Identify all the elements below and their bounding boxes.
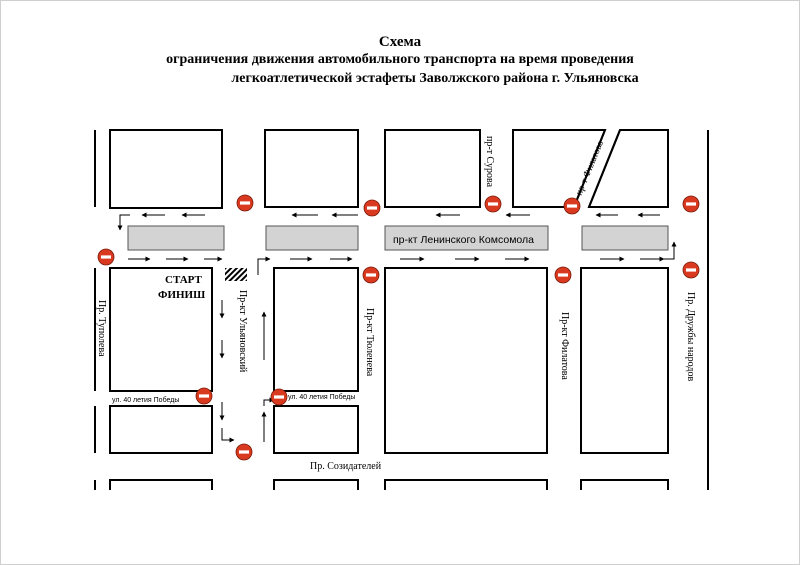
no-entry-sign-icon	[237, 195, 253, 211]
no-entry-sign-icon	[485, 196, 501, 212]
block-mid-3	[385, 268, 547, 453]
block-mid-4	[581, 268, 668, 453]
median-1	[128, 226, 224, 250]
no-entry-sign-icon	[555, 267, 571, 283]
map-subtitle-line1: ограничения движения автомобильного транспорта на время проведения	[166, 52, 634, 67]
street-label-pobedy-left: ул. 40 летия Победы	[112, 397, 180, 404]
block-top-3	[385, 130, 480, 207]
block-bottom-edges	[110, 480, 668, 490]
street-label-ulyanovsky: Пр-кт Ульяновский	[237, 290, 248, 373]
street-label-tupoleva: Пр. Туполева	[96, 300, 107, 357]
block-mid-2	[274, 268, 358, 391]
city-blocks	[95, 130, 708, 490]
street-label-druzhby: Пр. Дружбы народов	[685, 292, 696, 382]
no-entry-sign-icon	[363, 267, 379, 283]
block-top-2	[265, 130, 358, 207]
street-label-filatova-diagonal: пр-т Филатова	[574, 139, 607, 198]
no-entry-sign-icon	[564, 198, 580, 214]
median-2	[266, 226, 358, 250]
street-label-pobedy-right: ул. 40 летия Победы	[288, 394, 356, 401]
no-entry-sign-icon	[236, 444, 252, 460]
block-low-1	[110, 406, 212, 453]
street-label-filatova: Пр-кт Филатова	[559, 312, 570, 380]
map-subtitle-line2: легкоатлетической эстафеты Заволжского района г. Ульяновска	[231, 71, 639, 86]
block-start-finish	[110, 268, 212, 391]
street-label-leninsky: пр-кт Ленинского Комсомола	[393, 234, 534, 246]
block-top-1	[110, 130, 222, 208]
arrow-turn-east	[222, 428, 234, 440]
no-entry-sign-icon	[271, 389, 287, 405]
no-entry-sign-icon	[364, 200, 380, 216]
block-low-2	[274, 406, 358, 453]
street-label-tyuleneva: Пр-кт Тюленева	[364, 308, 375, 377]
no-entry-sign-icon	[683, 262, 699, 278]
start-finish-hatch	[225, 268, 247, 281]
median-4	[582, 226, 668, 250]
no-entry-sign-icon	[683, 196, 699, 212]
map-title: Схема	[378, 34, 422, 50]
street-labels	[96, 136, 696, 472]
arrow-turn-right	[258, 259, 270, 275]
no-entry-sign-icon	[196, 388, 212, 404]
street-label-surova: пр-т Сурова	[484, 136, 495, 188]
no-entry-sign-icon	[98, 249, 114, 265]
street-label-sozidateley: Пр. Созидателей	[310, 461, 382, 472]
finish-label: ФИНИШ	[158, 289, 206, 301]
start-label: СТАРТ	[165, 274, 202, 286]
